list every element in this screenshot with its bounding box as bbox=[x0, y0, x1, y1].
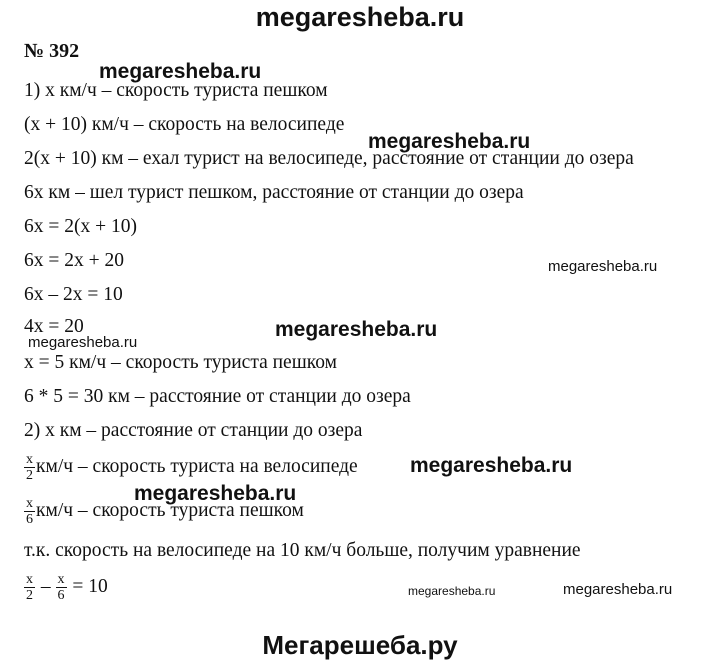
solution-line: 6x = 2(x + 10) bbox=[24, 216, 137, 237]
fraction-line-text: км/ч – скорость туриста на велосипеде bbox=[36, 455, 358, 477]
fraction-line-text: км/ч – скорость туриста пешком bbox=[36, 499, 304, 521]
fraction bbox=[24, 452, 35, 483]
minus-sign: – bbox=[40, 575, 51, 597]
solution-line: (x + 10) км/ч – скорость на велосипеде bbox=[24, 114, 345, 135]
final-equation bbox=[24, 572, 108, 603]
solution-line: x = 5 км/ч – скорость туриста пешком bbox=[24, 352, 337, 373]
equation-rhs: = 10 bbox=[72, 575, 108, 597]
site-footer: Мегарешеба.ру bbox=[262, 630, 458, 660]
fraction-denominator: 6 bbox=[57, 588, 65, 603]
fraction-denominator: 2 bbox=[26, 588, 33, 603]
watermark: megaresheba.ru bbox=[99, 60, 262, 83]
watermark: megaresheba.ru bbox=[408, 584, 496, 598]
watermark: megaresheba.ru bbox=[28, 334, 138, 351]
fraction bbox=[24, 572, 35, 603]
solution-line: 4x = 20 bbox=[24, 316, 84, 337]
fraction-numerator: x bbox=[57, 572, 65, 587]
condition-line: т.к. скорость на велосипеде на 10 км/ч больше, получим уравнение bbox=[24, 540, 581, 561]
watermark: megaresheba.ru bbox=[563, 581, 673, 598]
fraction bbox=[56, 572, 67, 603]
watermark: megaresheba.ru bbox=[134, 482, 297, 505]
fraction-denominator: 2 bbox=[26, 468, 33, 483]
site-header: megaresheba.ru bbox=[255, 2, 465, 32]
fraction-line-bicycle bbox=[24, 452, 358, 483]
solution-line: 1) x км/ч – скорость туриста пешком bbox=[24, 80, 328, 101]
solution-line: 6x = 2x + 20 bbox=[24, 250, 124, 271]
watermark: megaresheba.ru bbox=[275, 318, 438, 341]
fraction bbox=[24, 496, 35, 527]
fraction-line-walking bbox=[24, 496, 304, 527]
solution-line: 6 * 5 = 30 км – расстояние от станции до озера bbox=[24, 386, 411, 407]
solution-line: 2) x км – расстояние от станции до озера bbox=[24, 420, 363, 441]
solution-line: 2(x + 10) км – ехал турист на велосипеде, расстояние от станции до озера bbox=[24, 148, 634, 169]
fraction-numerator: x bbox=[26, 452, 33, 467]
fraction-numerator: x bbox=[26, 572, 33, 587]
fraction-numerator: x bbox=[26, 496, 33, 511]
watermark: megaresheba.ru bbox=[548, 258, 658, 275]
watermark: megaresheba.ru bbox=[368, 130, 531, 153]
fraction-denominator: 6 bbox=[26, 512, 33, 527]
solution-line: 6x – 2x = 10 bbox=[24, 284, 123, 305]
watermark: megaresheba.ru bbox=[410, 454, 573, 477]
problem-number: № 392 bbox=[24, 40, 80, 62]
solution-line: 6x км – шел турист пешком, расстояние от станции до озера bbox=[24, 182, 524, 203]
